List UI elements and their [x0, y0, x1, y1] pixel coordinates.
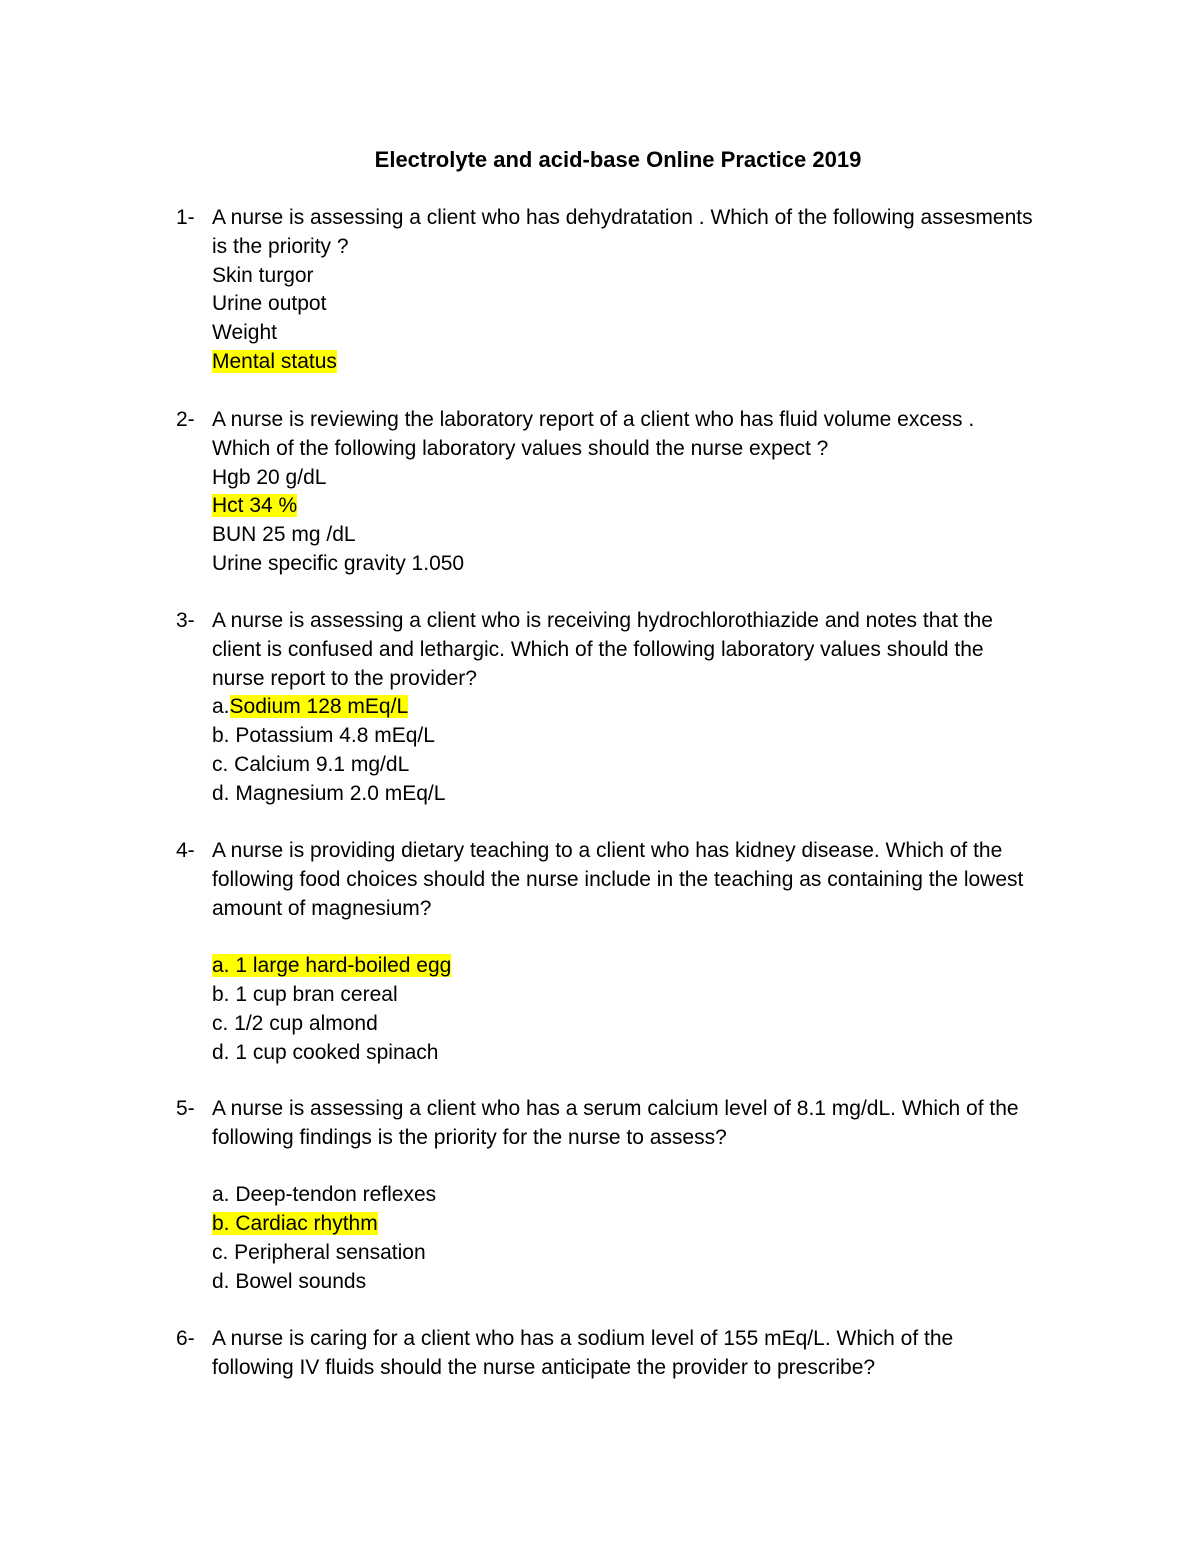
question-text-line: amount of magnesium?: [212, 896, 432, 920]
question-number: 5-: [176, 1097, 195, 1120]
document-title: Electrolyte and acid-base Online Practice 2019: [374, 147, 862, 172]
answer-option: d. Bowel sounds: [212, 1269, 367, 1293]
answer-option: Skin turgor: [212, 263, 314, 287]
question-text-line: following IV fluids should the nurse anticipate the provider to prescribe?: [212, 1355, 876, 1379]
question-text-line: A nurse is assessing a client who has a serum calcium level of 8.1 mg/dL. Which of the: [212, 1097, 1019, 1120]
blank-line: [212, 1153, 1076, 1182]
question-text-line: A nurse is caring for a client who has a sodium level of 155 mEq/L. Which of the: [212, 1327, 954, 1350]
question-text-line: client is confused and lethargic. Which of the following laboratory values should the: [212, 637, 984, 661]
answer-option-correct: [212, 492, 1076, 521]
highlighted-answer: Sodium 128 mEq/L: [229, 695, 409, 719]
question-text-line: A nurse is assessing a client who has dehydratation . Which of the following assesments: [212, 206, 1033, 229]
question-number: 2-: [176, 408, 195, 431]
answer-option: c. 1/2 cup almond: [212, 1011, 378, 1035]
question-text-line: A nurse is reviewing the laboratory report of a client who has fluid volume excess .: [212, 408, 975, 431]
answer-option: Weight: [212, 321, 277, 345]
answer-option: c. Peripheral sensation: [212, 1240, 426, 1264]
answer-option: b. 1 cup bran cereal: [212, 982, 398, 1006]
question-text-line: A nurse is assessing a client who is receiving hydrochlorothiazide and notes that the: [212, 609, 993, 632]
answer-option-correct: [212, 348, 1076, 377]
question-number: 4-: [176, 839, 195, 862]
question-6: [176, 1325, 1076, 1383]
answer-option: c. Calcium 9.1 mg/dL: [212, 752, 410, 776]
question-1: [176, 204, 1076, 377]
question-number: 3-: [176, 609, 195, 632]
question-text-line: following food choices should the nurse include in the teaching as containing the lowest: [212, 867, 1024, 891]
answer-option: Urine specific gravity 1.050: [212, 551, 465, 575]
answer-option-correct: [212, 952, 1076, 981]
answer-option: BUN 25 mg /dL: [212, 523, 356, 547]
question-text-line: Which of the following laboratory values should the nurse expect ?: [212, 436, 829, 460]
question-number: 6-: [176, 1327, 195, 1350]
answer-option: d. 1 cup cooked spinach: [212, 1040, 439, 1064]
question-text-line: nurse report to the provider?: [212, 666, 477, 690]
question-5: [176, 1095, 1076, 1297]
answer-option: Urine outpot: [212, 292, 327, 316]
blank-line: [212, 923, 1076, 952]
answer-option-correct: [212, 693, 1076, 722]
highlighted-answer: Hct 34 %: [212, 494, 298, 518]
question-number: 1-: [176, 206, 195, 229]
answer-option: a. Deep-tendon reflexes: [212, 1183, 437, 1207]
question-3: [176, 607, 1076, 809]
question-4: [176, 837, 1076, 1067]
highlighted-answer: a. 1 large hard-boiled egg: [212, 954, 452, 978]
question-text-line: A nurse is providing dietary teaching to a client who has kidney disease. Which of the: [212, 839, 1003, 862]
highlighted-answer: Mental status: [212, 349, 337, 373]
answer-option-correct: [212, 1210, 1076, 1239]
question-text-line: following findings is the priority for the nurse to assess?: [212, 1125, 727, 1149]
question-2: [176, 406, 1076, 579]
answer-option: Hgb 20 g/dL: [212, 465, 327, 489]
answer-option: b. Potassium 4.8 mEq/L: [212, 724, 435, 748]
question-text-line: is the priority ?: [212, 234, 349, 258]
option-prefix: a.: [212, 695, 230, 719]
answer-option: d. Magnesium 2.0 mEq/L: [212, 781, 446, 805]
highlighted-answer: b. Cardiac rhythm: [212, 1212, 378, 1236]
